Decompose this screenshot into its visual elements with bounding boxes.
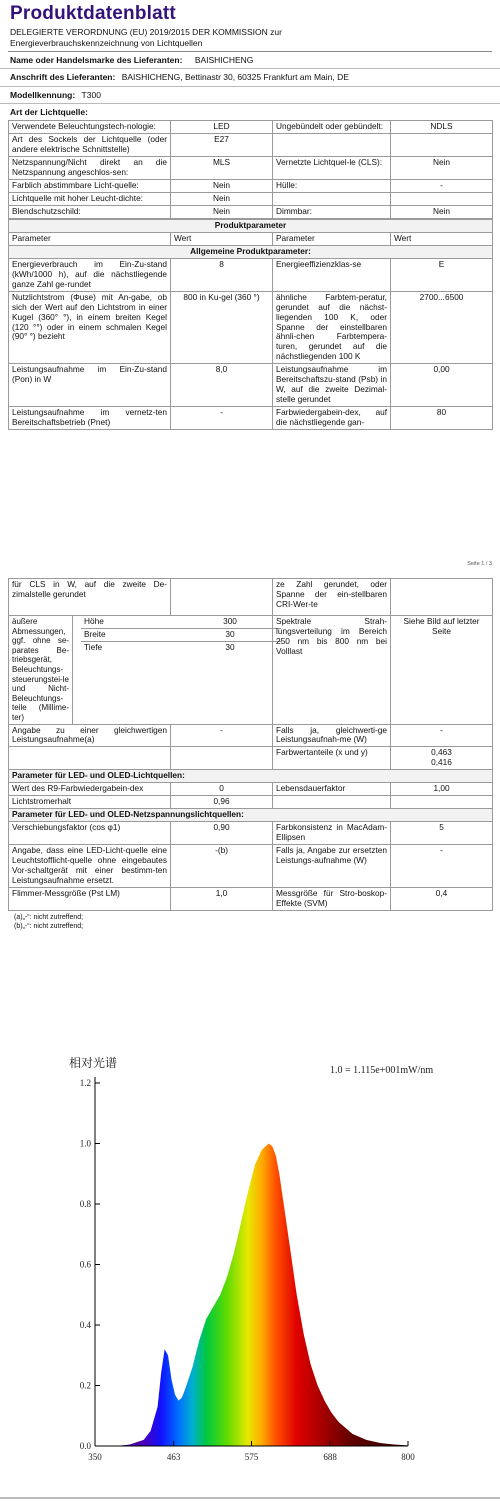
light-source-param-label: Dimmbar: xyxy=(273,206,391,219)
col-header-param-2: Parameter xyxy=(273,232,391,245)
product-param-label: Leistungsaufnahme im Ein-Zu-stand (Pon) in W xyxy=(9,364,171,407)
r9-value: 0 xyxy=(171,783,273,796)
light-source-param-value: Nein xyxy=(171,193,273,206)
y-tick-label: 0.6 xyxy=(79,1259,91,1270)
mains-param-value: 1,0 xyxy=(171,887,273,910)
dimension-name: Höhe xyxy=(81,616,179,628)
chart-annotation: 1.0 = 1.115e+001mW/nm xyxy=(330,1065,434,1076)
table-row xyxy=(9,364,493,407)
product-params-title: Produktparameter xyxy=(9,219,493,232)
light-source-param-label: Farblich abstimmbare Licht-quelle: xyxy=(9,180,171,193)
light-source-param-label: Hülle: xyxy=(273,180,391,193)
light-source-param-value: E27 xyxy=(171,134,273,157)
light-source-param-label: Blendschutzschild: xyxy=(9,206,171,219)
dimension-row xyxy=(81,628,281,641)
mains-param-value: 5 xyxy=(391,822,493,845)
product-param-value: E xyxy=(391,258,493,291)
supplier-name-value: BAISHICHENG xyxy=(194,54,254,65)
light-source-type-heading: Art der Lichtquelle: xyxy=(10,106,88,117)
cri-label-cont: ze Zahl gerundet, oder Spanne der ein-stellbaren CRI-Wer-te xyxy=(273,579,391,616)
spectral-label: Spektrale Strah-lungsverteilung im Bereich 250 nm bis 800 nm bei Volllast xyxy=(273,616,391,725)
dimension-value: 300 xyxy=(179,616,281,628)
product-params-table xyxy=(8,219,493,430)
mains-param-label: Flimmer-Messgröße (Pst LM) xyxy=(9,887,171,910)
light-source-table xyxy=(8,120,493,219)
table-row xyxy=(9,258,493,291)
y-tick-label: 0.8 xyxy=(79,1199,91,1209)
product-param-value: 8,0 xyxy=(171,364,273,407)
spectrum-chart xyxy=(0,1043,500,1500)
y-tick-label: 1.0 xyxy=(79,1138,91,1149)
x-tick-label: 575 xyxy=(244,1452,259,1462)
r9-label: Wert des R9-Farbwiedergabein-dex xyxy=(9,783,171,796)
table-row xyxy=(9,822,493,845)
spectral-value: Siehe Bild auf letzter Seite xyxy=(391,616,493,725)
y-tick-label: 0.4 xyxy=(79,1320,91,1330)
light-source-param-value: MLS xyxy=(171,157,273,180)
dimensions-label: äußere Abmessungen, ggf. ohne se-parates Be-triebsgerät, Beleuchtungs-steuerungstei-le und Nicht-Beleuchtungs-teile (Millime-ter) xyxy=(9,616,73,725)
model-row xyxy=(0,87,500,104)
spectrum-chart-section xyxy=(0,1043,500,1500)
light-source-param-value xyxy=(391,134,493,157)
light-source-param-value xyxy=(391,193,493,206)
footnote-b: (b)„-“: nicht zutreffend; xyxy=(14,923,84,931)
mains-param-value: 0,4 xyxy=(391,887,493,910)
life-factor-value: 1,00 xyxy=(391,783,493,796)
light-source-param-label xyxy=(273,134,391,157)
product-param-value: 800 in Ku-gel (360 °) xyxy=(171,291,273,364)
supplier-address-label: Anschrift des Lieferanten: xyxy=(10,72,116,83)
product-param-label xyxy=(9,747,171,770)
flux-maintenance-label: Lichtstromerhalt xyxy=(9,796,171,809)
general-params-title: Allgemeine Produktparameter: xyxy=(9,245,493,258)
dimension-value: 30 xyxy=(225,641,235,652)
product-param-value: 8 xyxy=(171,258,273,291)
mains-param-value: 0,90 xyxy=(171,822,273,845)
product-param-label: Farbwertanteile (x und y) xyxy=(273,747,391,770)
page-number: Seite 1 / 3 xyxy=(467,561,492,568)
product-param-label: Falls ja, gleichwerti-ge Leistungsaufnah-me (W) xyxy=(273,724,391,747)
dimensions-table xyxy=(81,616,281,654)
product-param-label: ähnliche Farbtem-peratur, gerundet auf die nächst-liegenden 100 K, oder Spanne der einstellbaren ähnli-chen Farbtempera-turen, gerundet auf die nächstliegenden 100 K xyxy=(273,291,391,364)
model-value: T300 xyxy=(81,89,101,100)
mains-param-value: - xyxy=(391,845,493,888)
x-tick-label: 800 xyxy=(401,1452,415,1462)
table-row xyxy=(9,180,493,193)
page-title: Produktdatenblatt xyxy=(10,3,176,24)
mains-param-label: Falls ja, Angabe zur ersetzten Leistungs-aufnahme (W) xyxy=(273,845,391,888)
regulation-line-2: Energieverbrauchskennzeichnung von Lichtquellen xyxy=(10,37,203,48)
regulation-line-1: DELEGIERTE VERORDNUNG (EU) 2019/2015 DER KOMMISSION zur xyxy=(10,27,282,38)
mains-param-value: -(b) xyxy=(171,845,273,888)
dimension-name: Breite xyxy=(81,628,179,641)
light-source-param-label: Lichtquelle mit hoher Leucht-dichte: xyxy=(9,193,171,206)
col-header-value-2: Wert xyxy=(391,232,493,245)
dimension-row xyxy=(81,641,281,653)
light-source-param-value: Nein xyxy=(391,206,493,219)
mains-section-title: Parameter für LED- und OLED-Netzspannungslichtquellen: xyxy=(9,809,493,822)
product-param-label: Energieverbrauch im Ein-Zu-stand (kWh/1000 h), auf die nächstliegende ganze Zahl ge-rundet xyxy=(9,258,171,291)
table-row xyxy=(9,157,493,180)
supplier-address-row xyxy=(0,69,500,86)
light-source-param-label xyxy=(273,193,391,206)
product-param-label: Leistungsaufnahme im vernetz-ten Bereitschaftsbetrieb (Pnet) xyxy=(9,407,171,430)
mains-param-label: Farbkonsistenz in MacAdam-Ellipsen xyxy=(273,822,391,845)
product-param-label: Angabe zu einer gleichwertigen Leistungsaufnahme(a) xyxy=(9,724,171,747)
light-source-param-label: Netzspannung/Nicht direkt an die Netzspannung angeschlos-sen: xyxy=(9,157,171,180)
dimension-value: 30 xyxy=(179,628,281,641)
table-row xyxy=(9,407,493,430)
x-tick-label: 463 xyxy=(166,1452,181,1462)
product-params-table-cont xyxy=(8,578,493,911)
table-row xyxy=(9,291,493,364)
table-row xyxy=(9,724,493,747)
dimension-name: Tiefe xyxy=(84,641,103,652)
mains-param-label: Messgröße für Stro-boskop-Effekte (SVM) xyxy=(273,887,391,910)
col-header-param-1: Parameter xyxy=(9,232,171,245)
product-param-value: - xyxy=(391,724,493,747)
product-param-value: 2700...6500 xyxy=(391,291,493,364)
supplier-address-value: BAISHICHENG, Bettinastr 30, 60325 Frankfurt am Main, DE xyxy=(121,72,349,83)
product-param-label: Farbwiedergabein-dex, auf die nächstliegende gan- xyxy=(273,407,391,430)
light-source-param-value: LED xyxy=(171,121,273,134)
model-label: Modellkennung: xyxy=(10,89,76,100)
product-param-value: - xyxy=(171,407,273,430)
light-source-param-value: - xyxy=(391,180,493,193)
footnote-a: (a)„-“: nicht zutreffend; xyxy=(14,913,84,921)
light-source-param-label: Ungebündelt oder gebündelt: xyxy=(273,121,391,134)
product-param-value: 80 xyxy=(391,407,493,430)
product-param-value: 0,463 0,416 xyxy=(391,747,493,770)
product-param-value xyxy=(171,747,273,770)
table-row xyxy=(9,121,493,134)
y-tick-label: 0.0 xyxy=(79,1441,91,1451)
y-tick-label: 1.2 xyxy=(79,1078,91,1088)
table-row xyxy=(9,747,493,770)
datasheet-page-1 xyxy=(0,0,500,570)
mains-param-label: Verschiebungsfaktor (cos φ1) xyxy=(9,822,171,845)
light-source-param-label: Verwendete Beleuchtungstech-nologie: xyxy=(9,121,171,134)
table-row xyxy=(9,887,493,910)
life-factor-label: Lebensdauerfaktor xyxy=(273,783,391,796)
light-source-param-value: Nein xyxy=(171,206,273,219)
led-section-title: Parameter für LED- und OLED-Lichtquellen: xyxy=(9,770,493,783)
table-row xyxy=(9,206,493,219)
datasheet-page-2 xyxy=(0,578,500,1038)
chart-title: 相对光谱 xyxy=(69,1056,118,1070)
light-source-param-value: NDLS xyxy=(391,121,493,134)
dimension-row xyxy=(81,616,281,628)
light-source-param-value: Nein xyxy=(171,180,273,193)
light-source-param-label: Art des Sockels der Lichtquelle (oder andere elektrische Schnittstelle) xyxy=(9,134,171,157)
light-source-param-label: Vernetzte Lichtquel-le (CLS): xyxy=(273,157,391,180)
x-tick-label: 350 xyxy=(88,1452,102,1462)
product-param-label: Energieeffizienzklas-se xyxy=(273,258,391,291)
x-tick-label: 688 xyxy=(323,1452,337,1462)
light-source-param-value: Nein xyxy=(391,157,493,180)
flux-maintenance-value: 0,96 xyxy=(171,796,273,809)
supplier-name-label: Name oder Handelsmarke des Lieferanten: xyxy=(10,54,183,65)
standby-cls-label-cont: für CLS in W, auf die zweite De-zimalstelle gerundet xyxy=(9,579,171,616)
supplier-name-row xyxy=(0,52,500,69)
product-param-value: - xyxy=(171,724,273,747)
product-param-label: Nutzlichtstrom (Φuse) mit An-gabe, ob sich der Wert auf den Lichtstrom in einer Kugel (360° °), in einem breiten Kegel (120 °°) oder in einem schmalen Kegel (90° °) bezieht xyxy=(9,291,171,364)
table-row xyxy=(9,134,493,157)
mains-param-label: Angabe, dass eine LED-Licht-quelle eine Leuchtstofflicht-quelle ohne eingebautes Vor-schaltgerät mit einer bestimm-ten Leistungsaufnahme ersetzt. xyxy=(9,845,171,888)
col-header-value-1: Wert xyxy=(171,232,273,245)
product-param-value: 0,00 xyxy=(391,364,493,407)
table-row xyxy=(9,193,493,206)
y-tick-label: 0.2 xyxy=(79,1380,91,1391)
product-param-label: Leistungsaufnahme im Bereitschaftszu-stand (Psb) in W, auf die zweite Dezimal-stelle gerundet xyxy=(273,364,391,407)
table-row xyxy=(9,845,493,888)
